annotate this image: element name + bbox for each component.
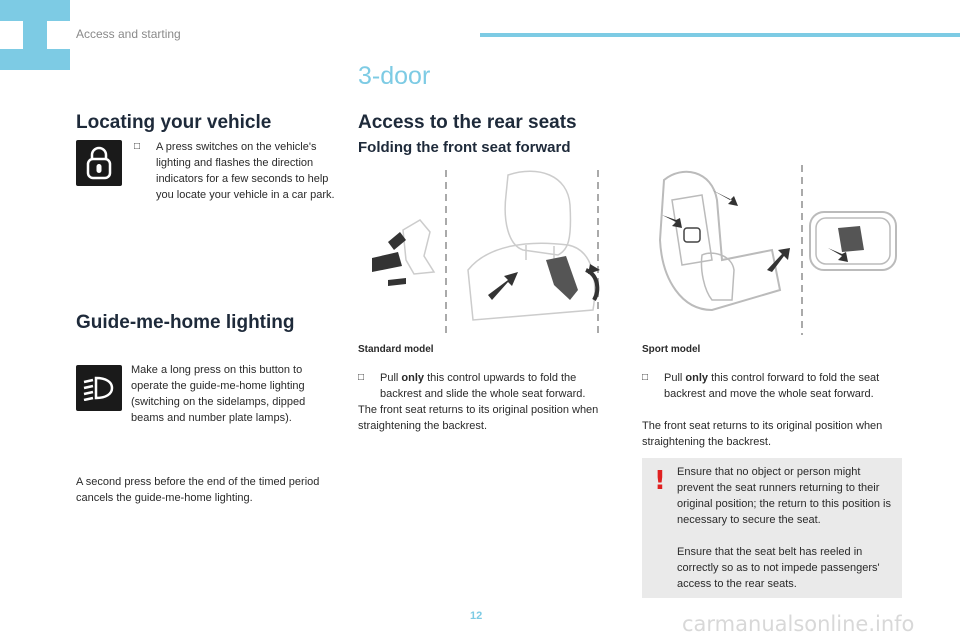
locating-heading: Locating your vehicle — [76, 112, 272, 133]
lock-icon — [76, 140, 122, 186]
sport-return-text: The front seat returns to its original position when straightening the backrest. — [642, 420, 883, 448]
standard-return-text: The front seat returns to its original position when straightening the backrest. — [358, 404, 599, 432]
warning-text-1: Ensure that no object or person might prevent the seat runners returning to their original position; the return to this position is necessary to secure the seat. — [677, 466, 892, 526]
page-title: 3-door — [358, 62, 431, 90]
standard-instruction — [380, 370, 620, 402]
corner-tab-bottom — [0, 49, 70, 70]
guide-second-press: A second press before the end of the timed period cancels the guide-me-home lighting. — [76, 476, 320, 504]
bullet-mark: □ — [358, 372, 365, 383]
corner-tab — [0, 0, 70, 21]
bullet-mark: □ — [642, 372, 649, 383]
locating-bullet — [134, 139, 339, 203]
only-word: only — [685, 372, 709, 384]
bullet-mark: □ — [134, 141, 141, 152]
headlamp-icon — [76, 365, 122, 411]
rear-subheading: Folding the front seat forward — [358, 139, 571, 156]
pull-word: Pull — [380, 372, 402, 384]
sport-model-label: Sport model — [642, 344, 701, 355]
guide-text: Make a long press on this button to operate the guide-me-home lighting (switching on the sidelamps, dipped beams and number plate lamps). — [131, 364, 306, 424]
sport-seat-illustration — [642, 160, 904, 340]
pull-word: Pull — [664, 372, 686, 384]
warning-icon: ! — [654, 466, 666, 496]
standard-bullet — [358, 370, 620, 402]
standard-model-label: Standard model — [358, 344, 434, 355]
chapter-title: Access and starting — [76, 27, 181, 41]
sport-instruction — [664, 370, 892, 402]
only-word: only — [401, 372, 425, 384]
sport-bullet — [642, 370, 892, 402]
page-number: 12 — [470, 610, 483, 622]
warning-text-2: Ensure that the seat belt has reeled in correctly so as to not impede passengers' access to the rear seats. — [677, 546, 880, 590]
warning-box — [642, 458, 902, 598]
header-rule — [480, 33, 960, 37]
corner-tab-stem — [23, 21, 47, 49]
rear-heading: Access to the rear seats — [358, 112, 577, 133]
watermark: carmanualsonline.info — [682, 612, 915, 636]
standard-seat-illustration — [358, 160, 620, 340]
standard-rest: this control upwards to fold the backrest and slide the whole seat forward. — [380, 372, 586, 400]
sport-rest: this control forward to fold the seat backrest and move the whole seat forward. — [664, 372, 880, 400]
guide-heading: Guide-me-home lighting — [76, 312, 295, 333]
locating-text: A press switches on the vehicle's lighting and flashes the direction indicators for a few seconds to help you locate your vehicle in a car park. — [156, 141, 335, 201]
